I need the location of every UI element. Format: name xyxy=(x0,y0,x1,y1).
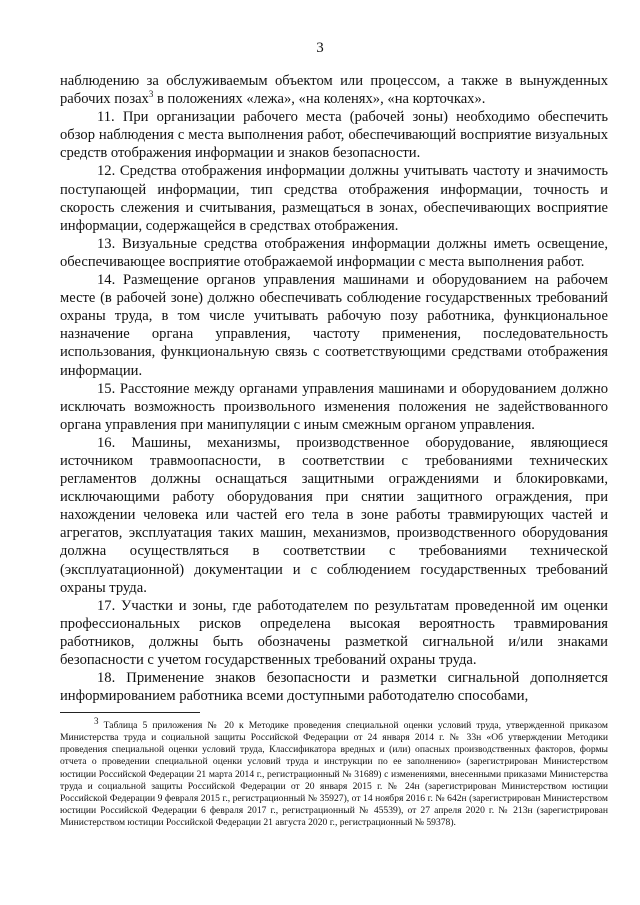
paragraph-18: 18. Применение знаков безопасности и разметки сигнальной дополняется информированием работника всеми доступными работодателю способами, xyxy=(60,670,608,705)
page-number: 3 xyxy=(316,40,324,56)
document-body xyxy=(60,72,608,705)
paragraph-11: 11. При организации рабочего места (рабочей зоны) необходимо обеспечить обзор наблюдения с места выполнения работ, обеспечивающий восприятие визуальных средств отображения информации и знаков безопасности. xyxy=(60,109,608,162)
footnote-divider xyxy=(60,712,200,713)
footnote-section xyxy=(60,712,608,829)
paragraph-17: 17. Участки и зоны, где работодателем по результатам проведенной им оценки профессиональных рисков определена высокая вероятность травмирования работников, должны быть обозначены разметкой сигнальной и/или знаками безопасности с учетом государственных требований охраны труда. xyxy=(60,597,608,668)
continuation-paragraph xyxy=(60,72,608,108)
paragraph-15: 15. Расстояние между органами управления машинами и оборудованием должно исключать возможность произвольного изменения положения не задействованного органа управления при манипуляции с иным смежным органом управления. xyxy=(60,380,608,433)
footnote xyxy=(60,715,608,829)
continuation-text-end: в положениях «лежа», «на коленях», «на корточках». xyxy=(153,91,486,108)
footnote-marker: 3 xyxy=(94,715,99,726)
continuation-text: наблюдению за обслуживаемым объектом или процессом, а также в вынужденных рабочих позах xyxy=(60,73,608,108)
footnote-reference[interactable]: 3 xyxy=(148,89,154,100)
footnote-text: Таблица 5 приложения № 20 к Методике проведения специальной оценки условий труда, утвержденной приказом Министерства труда и социальной защиты Российской Федерации от 24 января 2014 г. № 33н «Об утверждении Методики проведения специальной оценки условий труда, Классификатора вредных и (или) опасных производственных факторов, формы отчета о проведении специальной оценки условий труда и инструкции по ее заполнению» (зарегистрирован Министерством юстиции Российской Федерации 21 марта 2014 г., регистрационный № 31689) с изменениями, внесенными приказами Министерства труда и социальной защиты Российской Федерации от 20 января 2015 г. № 24н (зарегистрирован Министерством юстиции Российской Федерации 9 февраля 2015 г., регистрационный № 35927), от 14 ноября 2016 г. № 642н (зарегистрирован Министерством юстиции Российской Федерации 6 февраля 2017 г., регистрационный № 45539), от 27 апреля 2020 г. № 213н (зарегистрирован Министерством юстиции Российской Федерации 21 августа 2020 г., регистрационный № 59378). xyxy=(60,720,608,829)
paragraph-12: 12. Средства отображения информации должны учитывать частоту и значимость поступающей информации, тип средства отображения информации, точность и скорость слежения и считывания, размещаться в зонах, обеспечивающих восприятие информации, содержащейся в средствах отображения. xyxy=(60,163,608,234)
paragraph-16: 16. Машины, механизмы, производственное оборудование, являющиеся источником травмоопасности, в соответствии с требованиями технических регламентов должны оснащаться защитными ограждениями и блокировками, исключающими работу оборудования при снятии защитного ограждения, при нахождении человека или частей его тела в зоне работы травмирующих частей и агрегатов, эксплуатация таких машин, механизмов, производственного оборудования должна осуществляться в соответствии с требованиями технической (эксплуатационной) документации и с соблюдением государственных требований охраны труда. xyxy=(60,434,608,596)
paragraph-13: 13. Визуальные средства отображения информации должны иметь освещение, обеспечивающее восприятие отображаемой информации с места выполнения работ. xyxy=(60,235,608,270)
paragraph-14: 14. Размещение органов управления машинами и оборудованием на рабочем месте (в рабочей зоне) должно обеспечивать соблюдение государственных требований охраны труда, в том числе учитывать рабочую позу работника, функциональное назначение органа управления, частоту применения, последовательность использования, функциональную связь с соответствующими средствами отображения информации. xyxy=(60,272,608,379)
